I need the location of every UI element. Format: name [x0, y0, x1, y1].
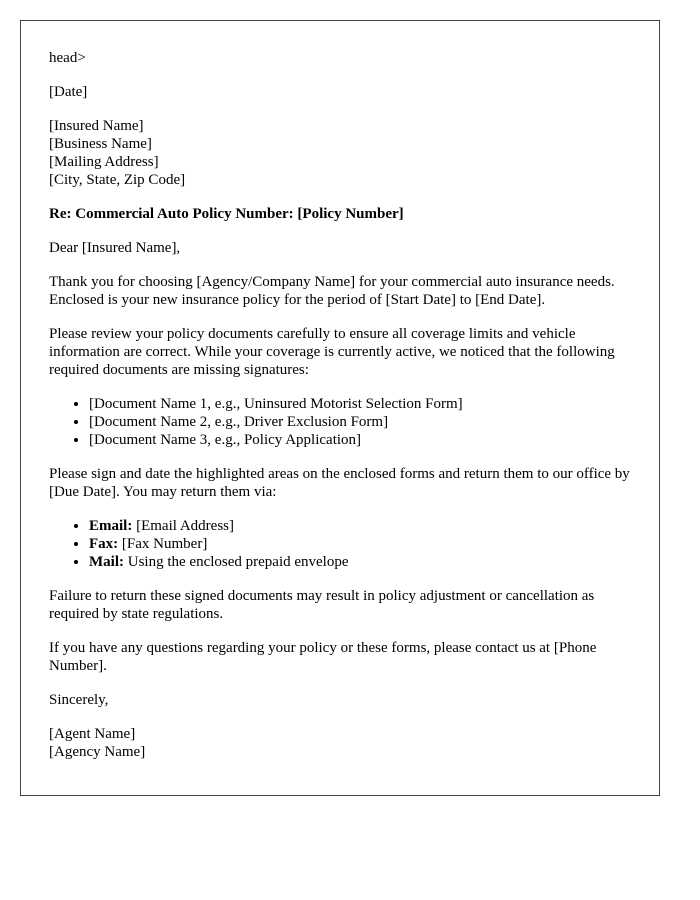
recipient-business-name: [Business Name]	[49, 136, 152, 152]
signature-agency-name: [Agency Name]	[49, 744, 146, 760]
closing: Sincerely,	[49, 692, 109, 708]
recipient-insured-name: [Insured Name]	[49, 118, 144, 134]
subject-line: Re: Commercial Auto Policy Number: [Policy Number]	[49, 206, 404, 222]
review-paragraph: Please review your policy documents carefully to ensure all coverage limits and vehicle information are correct. While your coverage is currently active, we noticed that the following required documents are missing signatures:	[49, 326, 615, 378]
list-item: • [Document Name 1, e.g., Uninsured Motorist Selection Form]	[89, 395, 631, 413]
return-methods-list	[49, 517, 631, 571]
list-item: • [Document Name 2, e.g., Driver Exclusion Form]	[89, 413, 631, 431]
missing-documents-list	[49, 395, 631, 449]
recipient-mailing-address: [Mailing Address]	[49, 154, 159, 170]
recipient-city-state-zip: [City, State, Zip Code]	[49, 172, 186, 188]
return-method-email	[89, 517, 631, 535]
intro-paragraph: Thank you for choosing [Agency/Company Name] for your commercial auto insurance needs. Enclosed is your new insurance policy for the period of [Start Date] to [End Date].	[49, 274, 615, 308]
return-method-value: [Email Address]	[132, 518, 234, 534]
stray-text: head>	[49, 50, 86, 66]
return-method-value: Using the enclosed prepaid envelope	[124, 554, 349, 570]
return-method-mail	[89, 553, 631, 571]
signature-block	[49, 725, 631, 761]
return-method-fax	[89, 535, 631, 553]
instructions-paragraph: Please sign and date the highlighted areas on the enclosed forms and return them to our office by [Due Date]. You may return them via:	[49, 466, 630, 500]
signature-agent-name: [Agent Name]	[49, 726, 136, 742]
list-item: • [Document Name 3, e.g., Policy Application]	[89, 431, 631, 449]
salutation: Dear [Insured Name],	[49, 240, 181, 256]
warning-paragraph: Failure to return these signed documents may result in policy adjustment or cancellation as required by state regulations.	[49, 588, 595, 622]
recipient-address-block	[49, 117, 631, 189]
return-method-label: Email:	[89, 518, 133, 534]
letter-date: [Date]	[49, 84, 88, 100]
letter-document	[20, 20, 660, 796]
return-method-label: Mail:	[89, 554, 124, 570]
contact-paragraph: If you have any questions regarding your policy or these forms, please contact us at [Phone Number].	[49, 640, 597, 674]
return-method-label: Fax:	[89, 536, 119, 552]
return-method-value: [Fax Number]	[118, 536, 208, 552]
